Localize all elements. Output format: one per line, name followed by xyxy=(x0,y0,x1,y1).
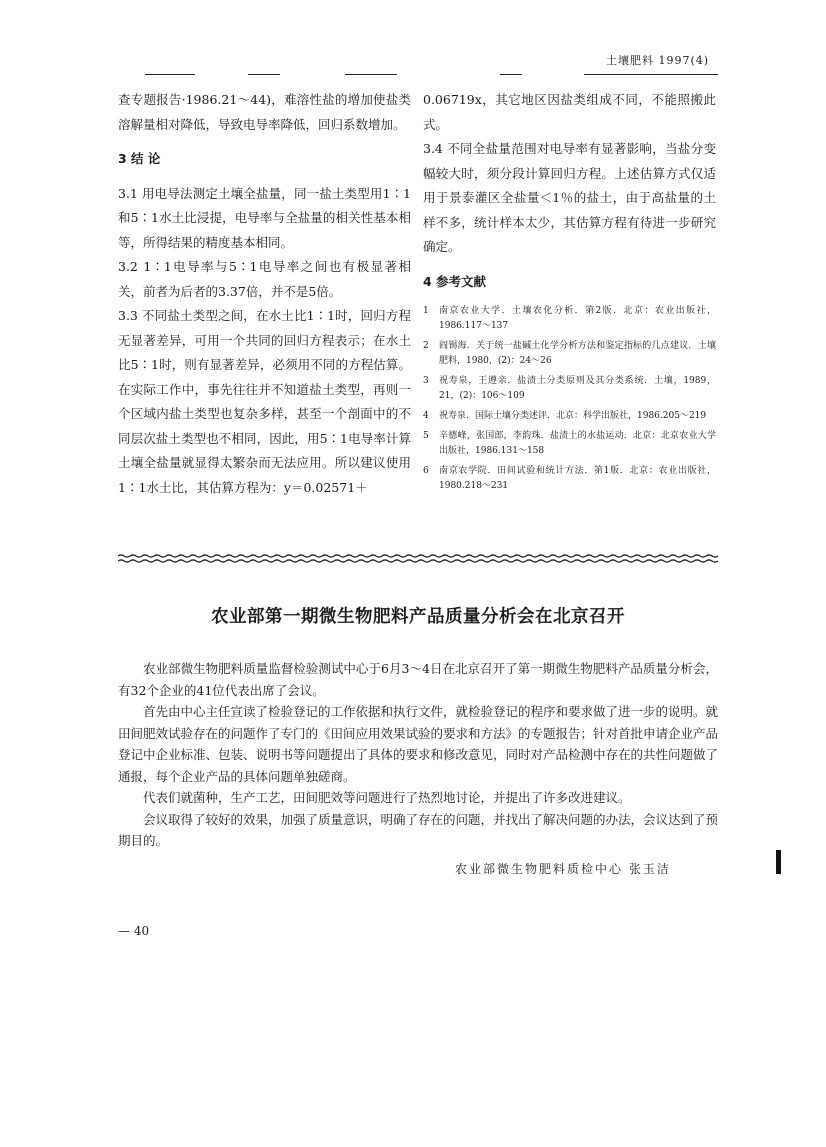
reference-text: 辛德峰，张国郎，李韵珠．盐渍土的水盐运动．北京：北京农业大学出版社，1986.131～158 xyxy=(439,431,716,456)
reference-item xyxy=(423,304,716,334)
reference-text: 祝寿泉，王遵亲．盐渍土分类原则及其分类系统．土壤，1989，21，(2)：106～109 xyxy=(439,376,716,401)
left-column xyxy=(118,88,411,500)
wavy-divider xyxy=(118,552,718,566)
paragraph: 0.06719x，其它地区因盐类组成不同，不能照搬此式。 xyxy=(423,92,716,132)
reference-text: 阎锡海．关于统一盐碱土化学分析方法和鉴定指标的几点建议．土壤肥料，1980，(2)：24～26 xyxy=(439,341,716,366)
paragraph: 3.1 用电导法测定土壤全盐量，同一盐土类型用1∶1和5∶1水土比浸提，电导率与全盐量的相关性基本相等，所得结果的精度基本相同。 xyxy=(118,185,411,250)
journal-header: 土壤肥料 1997(4) xyxy=(606,54,710,67)
references-list xyxy=(423,304,716,494)
reference-text: 南京农业大学．土壤农化分析．第2版．北京：农业出版社，1986.117～137 xyxy=(439,306,716,331)
margin-marker xyxy=(776,850,781,874)
reference-item xyxy=(423,429,716,459)
paragraph: 查专题报告·1986.21～44)，难溶性盐的增加使盐类溶解量相对降低，导致电导率降低，回归系数增加。 xyxy=(118,92,411,132)
header-rule xyxy=(584,74,718,75)
page-number: — 40 xyxy=(118,924,150,938)
reference-number: 3 xyxy=(423,376,429,386)
reference-number: 6 xyxy=(423,466,429,476)
reference-number: 5 xyxy=(423,431,429,441)
paragraph: 首先由中心主任宣读了检验登记的工作依据和执行文件，就检验登记的程序和要求做了进一步的说明。就田间肥效试验存在的问题作了专门的《田间应用效果试验的要求和方法》的专题报告；针对首批申请企业产品登记中企业标准、包装、说明书等问题提出了具体的要求和修改意见，同时对产品检测中存在的共性问题做了通报，每个企业产品的具体问题单独磋商。 xyxy=(118,704,719,784)
reference-item xyxy=(423,374,716,404)
article-author: 农业部微生物肥料质检中心 张玉洁 xyxy=(455,862,671,876)
reference-item xyxy=(423,339,716,369)
reference-number: 2 xyxy=(423,341,429,351)
references-heading: 4 参考文献 xyxy=(423,273,487,289)
section-heading: 3 结 论 xyxy=(118,151,161,166)
reference-number: 1 xyxy=(423,306,429,316)
paragraph: 3.4 不同全盐量范围对电导率有显著影响，当盐分变幅较大时，须分段计算回归方程。上述估算方式仅适用于景泰灌区全盐量＜1％的盐土，由于高盐量的土样不多，统计样本太少，其估算方程有待进一步研究确定。 xyxy=(423,141,716,254)
paragraph: 农业部微生物肥料质量监督检验测试中心于6月3～4日在北京召开了第一期微生物肥料产品质量分析会，有32个企业的41位代表出席了会议。 xyxy=(118,661,718,698)
header-rule xyxy=(345,74,397,75)
header-rule xyxy=(145,74,195,75)
reference-item xyxy=(423,464,716,494)
right-column xyxy=(423,88,716,499)
reference-text: 祝寿泉．国际土壤分类述评．北京：科学出版社，1986.205～219 xyxy=(439,411,707,421)
reference-item xyxy=(423,409,716,424)
paragraph: 代表们就菌种，生产工艺，田间肥效等问题进行了热烈地讨论，并提出了许多改进建议。 xyxy=(143,790,631,805)
reference-number: 4 xyxy=(423,411,429,421)
header-rule xyxy=(248,74,280,75)
paragraph: 会议取得了较好的效果，加强了质量意识，明确了存在的问题，并找出了解决问题的办法，会议达到了预期目的。 xyxy=(118,811,719,848)
header-rule xyxy=(500,74,522,75)
paragraph: 3.2 1∶1电导率与5∶1电导率之间也有极显著相关，前者为后者的3.37倍，并不是5倍。 xyxy=(118,259,411,299)
paragraph: 3.3 不同盐土类型之间，在水土比1∶1时，回归方程无显著差异，可用一个共同的回归方程表示；在水土比5∶1时，则有显著差异，必须用不同的方程估算。在实际工作中，事先往往并不知道盐土类型，再则一个区域内盐土类型也复杂多样，甚至一个剖面中的不同层次盐土类型也不相同，因此，用5∶1电导率计算土壤全盐量就显得太繁杂而无法应用。所以建议使用1∶1水土比，其估算方程为：y＝0.02571＋ xyxy=(118,308,411,495)
article-body xyxy=(118,658,718,852)
article-title: 农业部第一期微生物肥料产品质量分析会在北京召开 xyxy=(211,607,625,627)
reference-text: 南京农学院．田间试验和统计方法．第1版．北京：农业出版社，1980.218～231 xyxy=(439,466,716,491)
